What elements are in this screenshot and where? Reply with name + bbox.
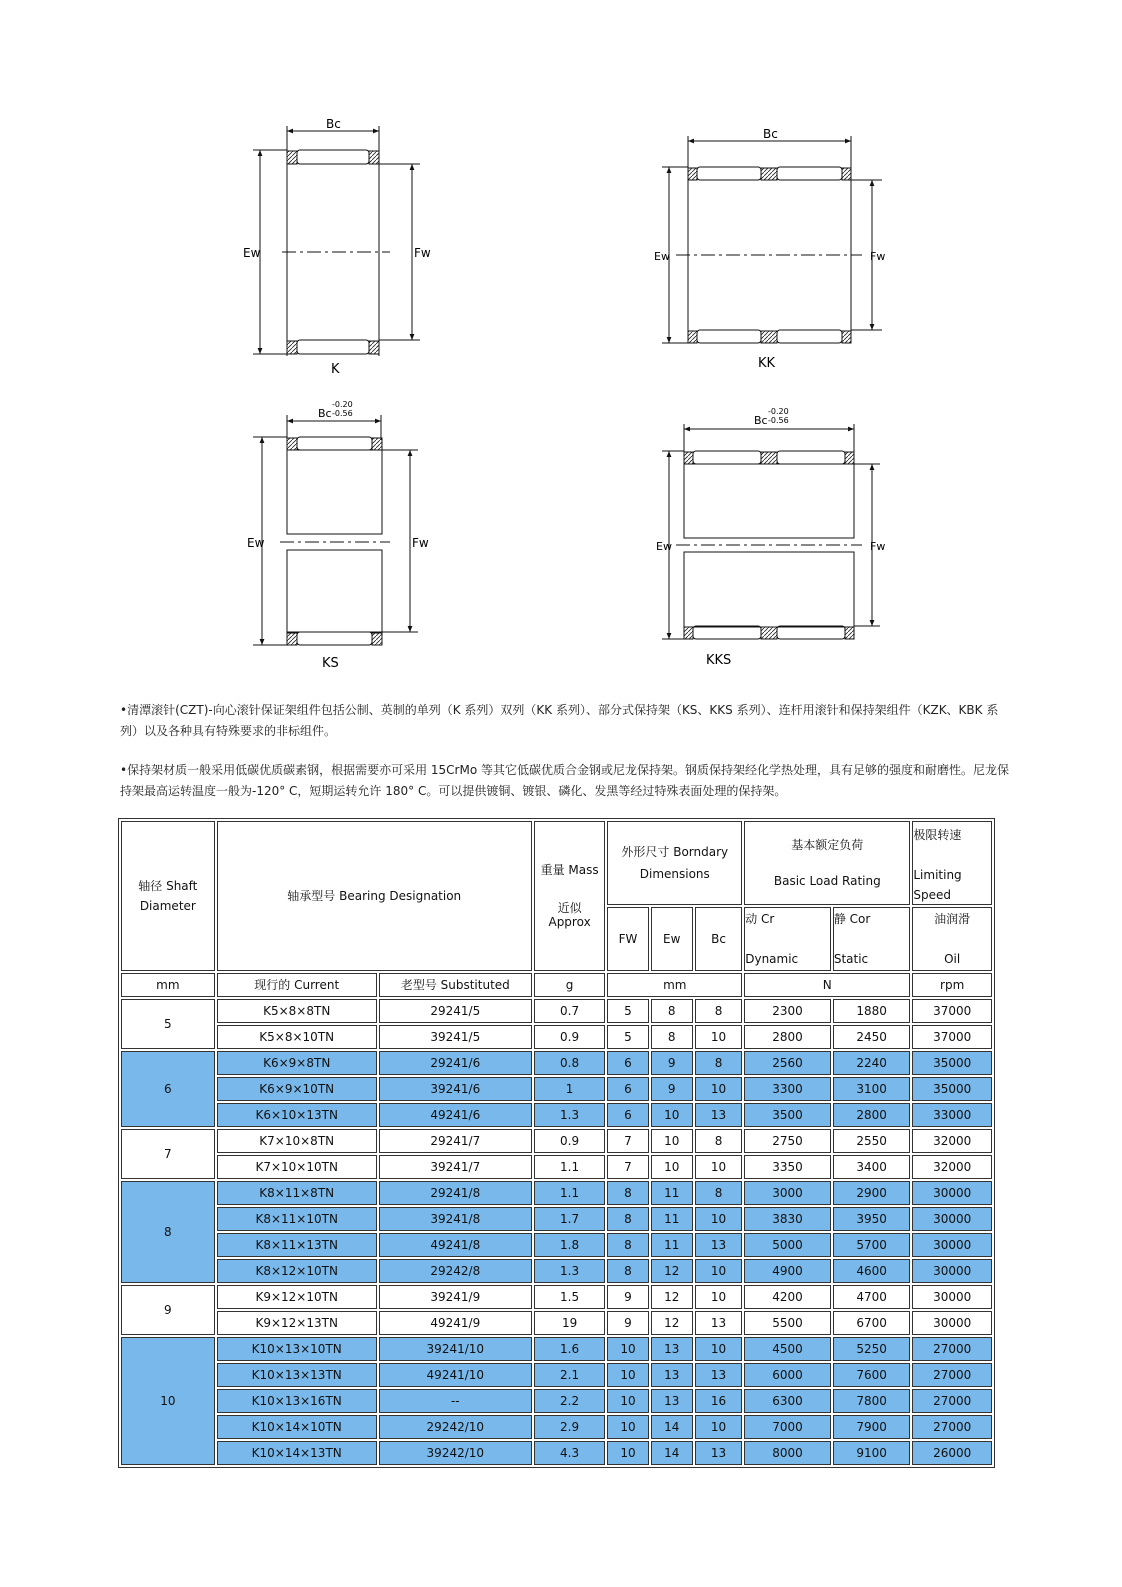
kks-tol-upper: -0.20	[768, 407, 789, 416]
designation-current-cell: K5×8×10TN	[217, 1025, 377, 1049]
mass-cell: 1.6	[534, 1337, 606, 1361]
dynamic-load-cell: 3000	[744, 1181, 831, 1205]
ew-cell: 13	[651, 1337, 693, 1361]
oil-speed-cell: 27000	[912, 1337, 992, 1361]
dynamic-load-cell: 4500	[744, 1337, 831, 1361]
oil-speed-cell: 30000	[912, 1259, 992, 1283]
static-load-cell: 2240	[833, 1051, 911, 1075]
unit-g: g	[534, 973, 606, 997]
bc-cell: 13	[695, 1363, 742, 1387]
designation-substituted-cell: 29241/7	[379, 1129, 532, 1153]
dynamic-load-cell: 2560	[744, 1051, 831, 1075]
static-load-cell: 3100	[833, 1077, 911, 1101]
ks-fw-label: Fw	[412, 536, 429, 550]
designation-substituted-cell: 49241/9	[379, 1311, 532, 1335]
ew-cell: 8	[651, 999, 693, 1023]
bc-cell: 10	[695, 1025, 742, 1049]
mass-cell: 2.2	[534, 1389, 606, 1413]
ew-cell: 11	[651, 1233, 693, 1257]
fw-cell: 8	[607, 1233, 648, 1257]
fw-cell: 6	[607, 1077, 648, 1101]
static-load-cell: 2800	[833, 1103, 911, 1127]
header-static: 静 Cor Static	[833, 907, 911, 971]
table-row	[121, 1155, 992, 1179]
unit-dims-mm: mm	[607, 973, 742, 997]
k-ew-label: Ew	[243, 246, 261, 260]
mass-cell: 0.8	[534, 1051, 606, 1075]
header-mass: 重量 Mass 近似 Approx	[534, 821, 606, 971]
dynamic-load-cell: 6300	[744, 1389, 831, 1413]
dynamic-load-cell: 2300	[744, 999, 831, 1023]
fw-cell: 8	[607, 1259, 648, 1283]
table-row	[121, 1363, 992, 1387]
oil-speed-cell: 26000	[912, 1441, 992, 1465]
static-load-cell: 7900	[833, 1415, 911, 1439]
designation-substituted-cell: 39241/10	[379, 1337, 532, 1361]
mass-cell: 1.8	[534, 1233, 606, 1257]
fw-cell: 9	[607, 1311, 648, 1335]
ks-ew-label: Ew	[247, 536, 265, 550]
designation-substituted-cell: 39241/5	[379, 1025, 532, 1049]
designation-substituted-cell: 39241/6	[379, 1077, 532, 1101]
shaft-diameter-cell: 5	[121, 999, 215, 1049]
kks-fw-label: Fw	[870, 540, 886, 553]
dynamic-load-cell: 2800	[744, 1025, 831, 1049]
dynamic-load-cell: 8000	[744, 1441, 831, 1465]
designation-current-cell: K6×10×13TN	[217, 1103, 377, 1127]
table-row	[121, 1415, 992, 1439]
shaft-diameter-cell: 8	[121, 1181, 215, 1283]
mass-cell: 0.9	[534, 1129, 606, 1153]
header-dynamic: 动 Cr Dynamic	[744, 907, 831, 971]
designation-current-cell: K10×14×10TN	[217, 1415, 377, 1439]
kk-bc-label: Bc	[763, 127, 778, 141]
static-load-cell: 4700	[833, 1285, 911, 1309]
designation-current-cell: K10×13×16TN	[217, 1389, 377, 1413]
designation-current-cell: K7×10×10TN	[217, 1155, 377, 1179]
mass-cell: 1.3	[534, 1259, 606, 1283]
ew-cell: 14	[651, 1441, 693, 1465]
designation-substituted-cell: --	[379, 1389, 532, 1413]
oil-speed-cell: 35000	[912, 1077, 992, 1101]
fw-cell: 10	[607, 1415, 648, 1439]
fw-cell: 5	[607, 1025, 648, 1049]
header-ew: Ew	[651, 907, 693, 971]
table-row	[121, 1129, 992, 1153]
designation-current-cell: K8×11×8TN	[217, 1181, 377, 1205]
bc-cell: 8	[695, 999, 742, 1023]
oil-speed-cell: 27000	[912, 1415, 992, 1439]
dynamic-load-cell: 4200	[744, 1285, 831, 1309]
dynamic-load-cell: 7000	[744, 1415, 831, 1439]
k-series-label: K	[331, 362, 340, 377]
header-fw: FW	[607, 907, 648, 971]
mass-cell: 2.9	[534, 1415, 606, 1439]
oil-speed-cell: 35000	[912, 1051, 992, 1075]
fw-cell: 10	[607, 1389, 648, 1413]
table-row	[121, 1051, 992, 1075]
bearing-spec-table	[118, 818, 995, 1468]
ew-cell: 12	[651, 1285, 693, 1309]
drawing-ks	[253, 415, 418, 645]
oil-speed-cell: 27000	[912, 1363, 992, 1387]
designation-substituted-cell: 39242/10	[379, 1441, 532, 1465]
ew-cell: 11	[651, 1181, 693, 1205]
designation-substituted-cell: 29241/5	[379, 999, 532, 1023]
mass-cell: 2.1	[534, 1363, 606, 1387]
table-row	[121, 1181, 992, 1205]
bc-cell: 16	[695, 1389, 742, 1413]
static-load-cell: 6700	[833, 1311, 911, 1335]
designation-current-cell: K6×9×10TN	[217, 1077, 377, 1101]
table-row	[121, 999, 992, 1023]
static-load-cell: 3950	[833, 1207, 911, 1231]
unit-rpm: rpm	[912, 973, 992, 997]
dynamic-load-cell: 4900	[744, 1259, 831, 1283]
mass-cell: 4.3	[534, 1441, 606, 1465]
header-oil: 油润滑 Oil	[912, 907, 992, 971]
fw-cell: 9	[607, 1285, 648, 1309]
intro-paragraph: •清潭滚针(CZT)-向心滚针保证架组件包括公制、英制的单列（K 系列）双列（KK 系列）、部分式保持架（KS、KKS 系列）、连杆用滚针和保持架组件（KZK、KBK 系列）以及各种具有特殊要求的非标组件。	[120, 703, 999, 738]
unit-n: N	[744, 973, 910, 997]
table-row	[121, 1207, 992, 1231]
kks-bc-label: Bc	[754, 414, 768, 427]
k-fw-label: Fw	[414, 246, 431, 260]
oil-speed-cell: 32000	[912, 1129, 992, 1153]
oil-speed-cell: 33000	[912, 1103, 992, 1127]
designation-current-cell: K8×11×10TN	[217, 1207, 377, 1231]
header-bc: Bc	[695, 907, 742, 971]
designation-current-cell: K10×13×13TN	[217, 1363, 377, 1387]
oil-speed-cell: 30000	[912, 1285, 992, 1309]
fw-cell: 7	[607, 1129, 648, 1153]
designation-substituted-cell: 49241/6	[379, 1103, 532, 1127]
bc-cell: 10	[695, 1415, 742, 1439]
ks-bc-label: Bc	[318, 407, 332, 420]
ks-tol-upper: -0.20	[332, 400, 353, 409]
shaft-diameter-cell: 10	[121, 1337, 215, 1465]
ew-cell: 8	[651, 1025, 693, 1049]
bc-cell: 13	[695, 1441, 742, 1465]
shaft-diameter-cell: 9	[121, 1285, 215, 1335]
oil-speed-cell: 27000	[912, 1389, 992, 1413]
fw-cell: 5	[607, 999, 648, 1023]
static-load-cell: 5700	[833, 1233, 911, 1257]
designation-substituted-cell: 29241/8	[379, 1181, 532, 1205]
static-load-cell: 2550	[833, 1129, 911, 1153]
static-load-cell: 9100	[833, 1441, 911, 1465]
bc-cell: 13	[695, 1103, 742, 1127]
dynamic-load-cell: 3500	[744, 1103, 831, 1127]
dynamic-load-cell: 5000	[744, 1233, 831, 1257]
mass-cell: 0.7	[534, 999, 606, 1023]
bc-cell: 8	[695, 1181, 742, 1205]
fw-cell: 8	[607, 1181, 648, 1205]
designation-current-cell: K6×9×8TN	[217, 1051, 377, 1075]
ew-cell: 12	[651, 1259, 693, 1283]
static-load-cell: 7800	[833, 1389, 911, 1413]
oil-speed-cell: 30000	[912, 1181, 992, 1205]
fw-cell: 10	[607, 1363, 648, 1387]
fw-cell: 6	[607, 1103, 648, 1127]
fw-cell: 10	[607, 1441, 648, 1465]
bc-cell: 10	[695, 1285, 742, 1309]
bc-cell: 10	[695, 1155, 742, 1179]
kks-ew-label: Ew	[656, 540, 672, 553]
drawing-kks	[662, 424, 880, 639]
designation-current-cell: K10×14×13TN	[217, 1441, 377, 1465]
mass-cell: 1.3	[534, 1103, 606, 1127]
bc-cell: 10	[695, 1259, 742, 1283]
kk-fw-label: Fw	[870, 250, 886, 263]
oil-speed-cell: 37000	[912, 1025, 992, 1049]
ew-cell: 13	[651, 1389, 693, 1413]
table-row	[121, 1025, 992, 1049]
ew-cell: 12	[651, 1311, 693, 1335]
dynamic-load-cell: 3830	[744, 1207, 831, 1231]
ew-cell: 13	[651, 1363, 693, 1387]
static-load-cell: 7600	[833, 1363, 911, 1387]
table-row	[121, 1233, 992, 1257]
dynamic-load-cell: 3350	[744, 1155, 831, 1179]
table-row	[121, 1389, 992, 1413]
mass-cell: 1	[534, 1077, 606, 1101]
designation-current-cell: K9×12×13TN	[217, 1311, 377, 1335]
drawing-kk	[662, 136, 882, 343]
designation-substituted-cell: 39241/8	[379, 1207, 532, 1231]
table-row	[121, 1259, 992, 1283]
mass-cell: 0.9	[534, 1025, 606, 1049]
designation-substituted-cell: 29242/10	[379, 1415, 532, 1439]
table-row	[121, 1285, 992, 1309]
static-load-cell: 2450	[833, 1025, 911, 1049]
dynamic-load-cell: 3300	[744, 1077, 831, 1101]
designation-substituted-cell: 49241/8	[379, 1233, 532, 1257]
fw-cell: 10	[607, 1337, 648, 1361]
ew-cell: 10	[651, 1155, 693, 1179]
ew-cell: 9	[651, 1051, 693, 1075]
bearing-drawings	[0, 0, 1122, 690]
designation-current-cell: K10×13×10TN	[217, 1337, 377, 1361]
header-shaft-diameter: 轴径 Shaft Diameter	[121, 821, 215, 971]
ew-cell: 9	[651, 1077, 693, 1101]
bc-cell: 8	[695, 1129, 742, 1153]
ks-tol-lower: -0.56	[332, 409, 353, 418]
bc-cell: 10	[695, 1207, 742, 1231]
kks-series-label: KKS	[706, 653, 732, 668]
oil-speed-cell: 32000	[912, 1155, 992, 1179]
oil-speed-cell: 30000	[912, 1233, 992, 1257]
designation-current-cell: K9×12×10TN	[217, 1285, 377, 1309]
designation-substituted-cell: 39241/9	[379, 1285, 532, 1309]
ew-cell: 10	[651, 1103, 693, 1127]
dynamic-load-cell: 2750	[744, 1129, 831, 1153]
ks-series-label: KS	[322, 656, 339, 671]
static-load-cell: 2900	[833, 1181, 911, 1205]
ew-cell: 14	[651, 1415, 693, 1439]
static-load-cell: 5250	[833, 1337, 911, 1361]
unit-substituted: 老型号 Substituted	[379, 973, 532, 997]
fw-cell: 6	[607, 1051, 648, 1075]
designation-substituted-cell: 49241/10	[379, 1363, 532, 1387]
bc-cell: 13	[695, 1233, 742, 1257]
bc-cell: 8	[695, 1051, 742, 1075]
table-row	[121, 1311, 992, 1335]
unit-current: 现行的 Current	[217, 973, 377, 997]
oil-speed-cell: 30000	[912, 1311, 992, 1335]
kk-series-label: KK	[758, 356, 776, 371]
designation-current-cell: K5×8×8TN	[217, 999, 377, 1023]
fw-cell: 7	[607, 1155, 648, 1179]
table-row	[121, 1103, 992, 1127]
mass-cell: 1.5	[534, 1285, 606, 1309]
oil-speed-cell: 30000	[912, 1207, 992, 1231]
shaft-diameter-cell: 6	[121, 1051, 215, 1127]
k-bc-label: Bc	[326, 117, 341, 131]
table-row	[121, 1441, 992, 1465]
drawing-k	[253, 126, 420, 356]
dynamic-load-cell: 6000	[744, 1363, 831, 1387]
designation-current-cell: K8×11×13TN	[217, 1233, 377, 1257]
cage-material-paragraph: •保持架材质一般采用低碳优质碳素钢，根据需要亦可采用 15CrMo 等其它低碳优质合金钢或尼龙保持架。钢质保持架经化学热处理，具有足够的强度和耐磨性。尼龙保持架最高运转温度一般为-120° C，短期运转允许 180° C。可以提供镀铜、镀银、磷化、发黑等经过特殊表面处理的保持架。	[120, 763, 1009, 798]
table-row	[121, 1077, 992, 1101]
static-load-cell: 1880	[833, 999, 911, 1023]
mass-cell: 1.7	[534, 1207, 606, 1231]
designation-current-cell: K7×10×8TN	[217, 1129, 377, 1153]
header-basic-load-rating: 基本额定负荷 Basic Load Rating	[744, 821, 910, 905]
mass-cell: 1.1	[534, 1181, 606, 1205]
mass-cell: 19	[534, 1311, 606, 1335]
ew-cell: 10	[651, 1129, 693, 1153]
fw-cell: 8	[607, 1207, 648, 1231]
kk-ew-label: Ew	[654, 250, 670, 263]
header-bearing-designation: 轴承型号 Bearing Designation	[217, 821, 532, 971]
designation-current-cell: K8×12×10TN	[217, 1259, 377, 1283]
header-limiting-speed: 极限转速 Limiting Speed	[912, 821, 992, 905]
bc-cell: 10	[695, 1077, 742, 1101]
dynamic-load-cell: 5500	[744, 1311, 831, 1335]
header-boundary-dimensions: 外形尺寸 Borndary Dimensions	[607, 821, 742, 905]
designation-substituted-cell: 29241/6	[379, 1051, 532, 1075]
ew-cell: 11	[651, 1207, 693, 1231]
unit-mm: mm	[121, 973, 215, 997]
designation-substituted-cell: 29242/8	[379, 1259, 532, 1283]
bc-cell: 13	[695, 1311, 742, 1335]
static-load-cell: 3400	[833, 1155, 911, 1179]
mass-cell: 1.1	[534, 1155, 606, 1179]
table-row	[121, 1337, 992, 1361]
designation-substituted-cell: 39241/7	[379, 1155, 532, 1179]
static-load-cell: 4600	[833, 1259, 911, 1283]
kks-tol-lower: -0.56	[768, 416, 789, 425]
bc-cell: 10	[695, 1337, 742, 1361]
shaft-diameter-cell: 7	[121, 1129, 215, 1179]
oil-speed-cell: 37000	[912, 999, 992, 1023]
